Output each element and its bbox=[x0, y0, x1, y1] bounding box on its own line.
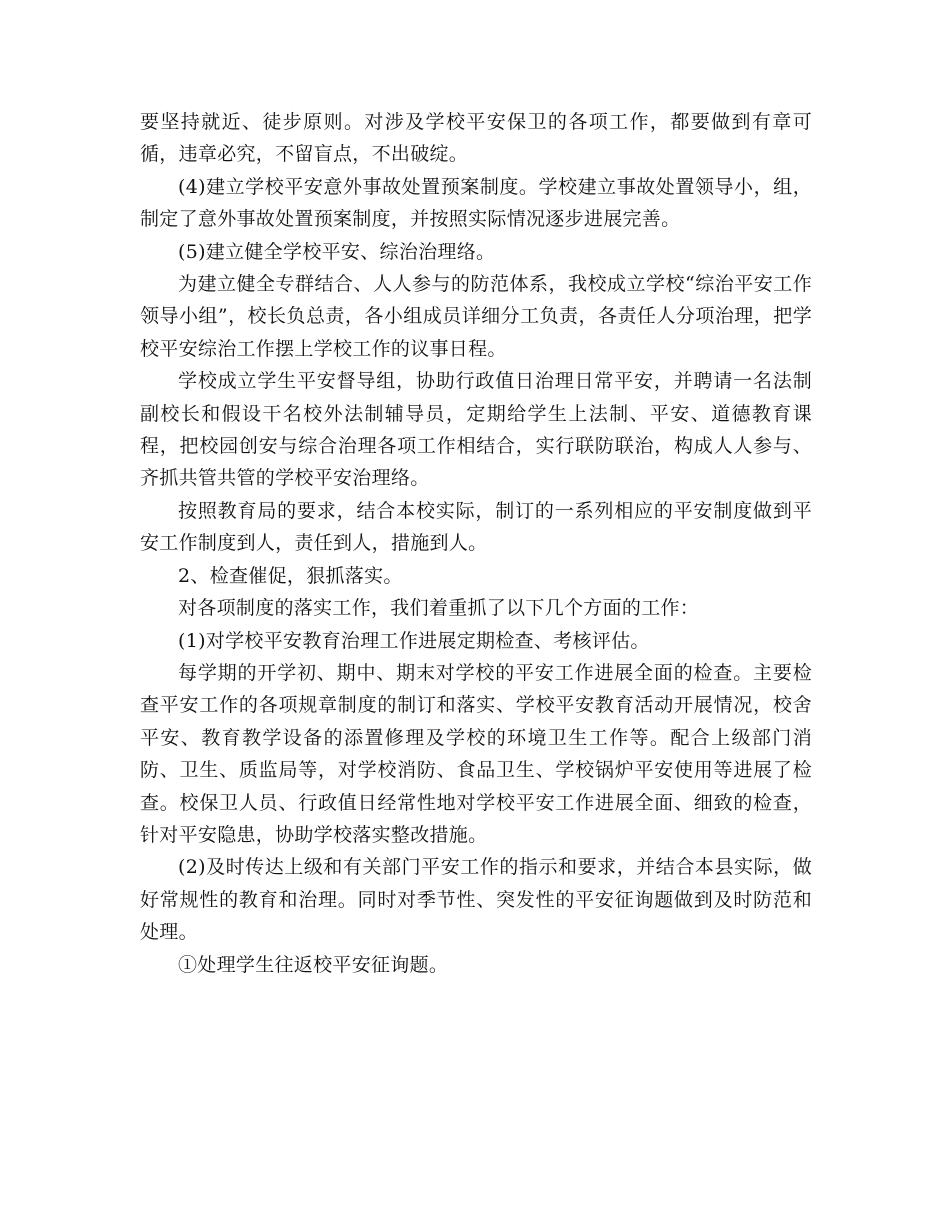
paragraph-2: (4)建立学校平安意外事故处置预案制度。学校建立事故处置领导小，组，制定了意外事故处置预案制度，并按照实际情况逐步进展完善。 bbox=[140, 175, 812, 231]
paragraph-7: 2、检查催促，狠抓落实。 bbox=[178, 564, 403, 587]
paragraph-6: 按照教育局的要求，结合本校实际，制订的一系列相应的平安制度做到平安工作制度到人，责任到人，措施到人。 bbox=[140, 499, 812, 555]
paragraph-10: 每学期的开学初、期中、期末对学校的平安工作进展全面的检查。主要检查平安工作的各项规章制度的制订和落实、学校平安教育活动开展情况，校舍平安、教育教学设备的添置修理及学校的环境卫生工作等。配合上级部门消防、卫生、质监局等，对学校消防、食品卫生、学校锅炉平安使用等进展了检查。校保卫人员、行政值日经常性地对学校平安工作进展全面、细致的检查，针对平安隐患，协助学校落实整改措施。 bbox=[140, 661, 812, 846]
paragraph-9: (1)对学校平安教育治理工作进展定期检查、考核评估。 bbox=[178, 629, 650, 652]
paragraph-11: (2)及时传达上级和有关部门平安工作的指示和要求，并结合本县实际，做好常规性的教育和治理。同时对季节性、突发性的平安征询题做到及时防范和处理。 bbox=[140, 856, 812, 944]
paragraph-4: 为建立健全专群结合、人人参与的防范体系，我校成立学校“综治平安工作领导小组”，校长负总责，各小组成员详细分工负责，各责任人分项治理，把学校平安综治工作摆上学校工作的议事日程。 bbox=[140, 273, 812, 360]
paragraph-1: 要坚持就近、徒步原则。对涉及学校平安保卫的各项工作，都要做到有章可循，违章必究，不留盲点，不出破绽。 bbox=[140, 111, 812, 166]
paragraph-8: 对各项制度的落实工作，我们着重抓了以下几个方面的工作： bbox=[178, 597, 700, 620]
paragraph-5: 学校成立学生平安督导组，协助行政值日治理日常平安，并聘请一名法制副校长和假设干名校外法制辅导员，定期给学生上法制、平安、道德教育课程，把校园创安与综合治理各项工作相结合，实行联防联治，构成人人参与、齐抓共管共管的学校平安治理络。 bbox=[140, 370, 812, 490]
paragraph-12: ①处理学生往返校平安征询题。 bbox=[178, 953, 449, 976]
paragraph-3: (5)建立健全学校平安、综治治理络。 bbox=[178, 240, 496, 263]
